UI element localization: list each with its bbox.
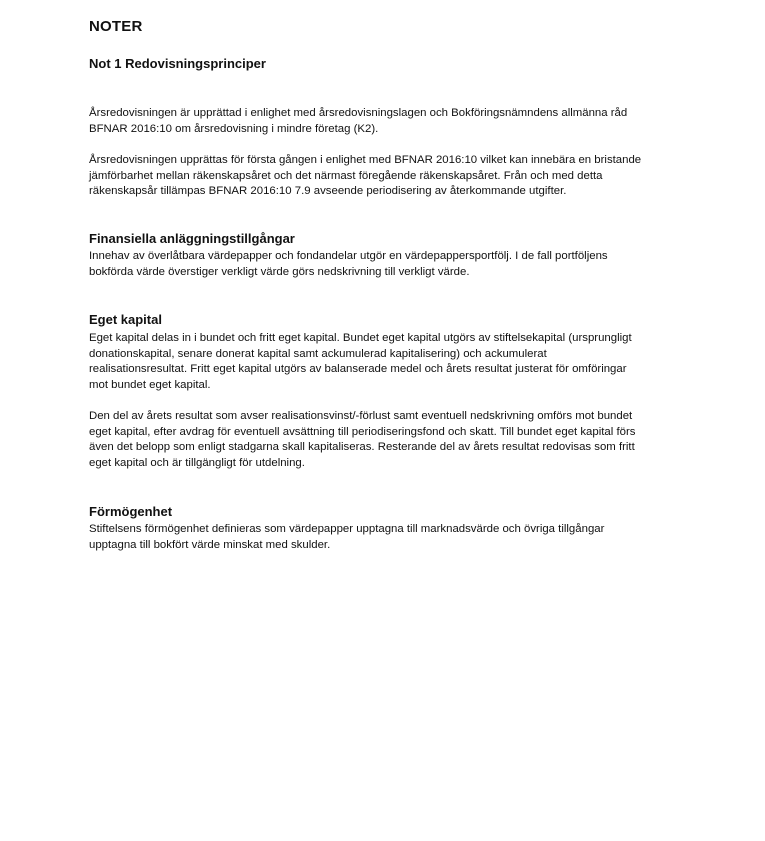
document-title: NOTER xyxy=(89,18,143,35)
equity-paragraph-1: Eget kapital delas in i bundet och fritt eget kapital. Bundet eget kapital utgörs av stiftelsekapital (ursprungligt donationskapital, senare donerat kapital samt ackumulerad kapitalisering) och ackumulerat realisationsresultat. Fritt eget kapital utgörs av balanserade medel och årets resultat justerat för omföringar mot bundet eget kapital. xyxy=(89,332,632,391)
note-title: Not 1 Redovisningsprinciper xyxy=(89,56,266,71)
wealth-heading: Förmögenhet xyxy=(89,504,173,519)
financial-assets-heading: Finansiella anläggningstillgångar xyxy=(89,231,295,246)
equity-heading: Eget kapital xyxy=(89,312,162,327)
wealth-paragraph: Stiftelsens förmögenhet definieras som värdepapper upptagna till marknadsvärde och övriga tillgångar upptagna till bokfört värde minskat med skulder. xyxy=(89,523,605,551)
intro-paragraph: Årsredovisningen är upprättad i enlighet med årsredovisningslagen och Bokföringsnämndens allmänna råd BFNAR 2016:10 om årsredovisning i mindre företag (K2). xyxy=(89,107,628,135)
financial-assets-paragraph: Innehav av överlåtbara värdepapper och fondandelar utgör en värdepappersportfölj. I de fall portföljens bokförda värde överstiger verkligt värde görs nedskrivning till verkligt värde. xyxy=(89,250,608,278)
first-time-paragraph: Årsredovisningen upprättas för första gången i enlighet med BFNAR 2016:10 vilket kan innebära en bristande jämförbarhet mellan räkenskapsåret och det närmast föregående räkenskapsåret. Från och med detta räkenskapsår tillämpas BFNAR 2016:10 7.9 avseende periodisering av återkommande utgifter. xyxy=(89,154,642,197)
equity-paragraph-2: Den del av årets resultat som avser realisationsvinst/-förlust samt eventuell nedskrivning omförs mot bundet eget kapital, efter avdrag för eventuell avsättning till periodiseringsfond och skatt. Till bundet eget kapital förs även det belopp som enligt stadgarna skall kapitaliseras. Resterande del av årets resultat redovisas som fritt eget kapital och är tillgängligt för utdelning. xyxy=(89,410,636,469)
